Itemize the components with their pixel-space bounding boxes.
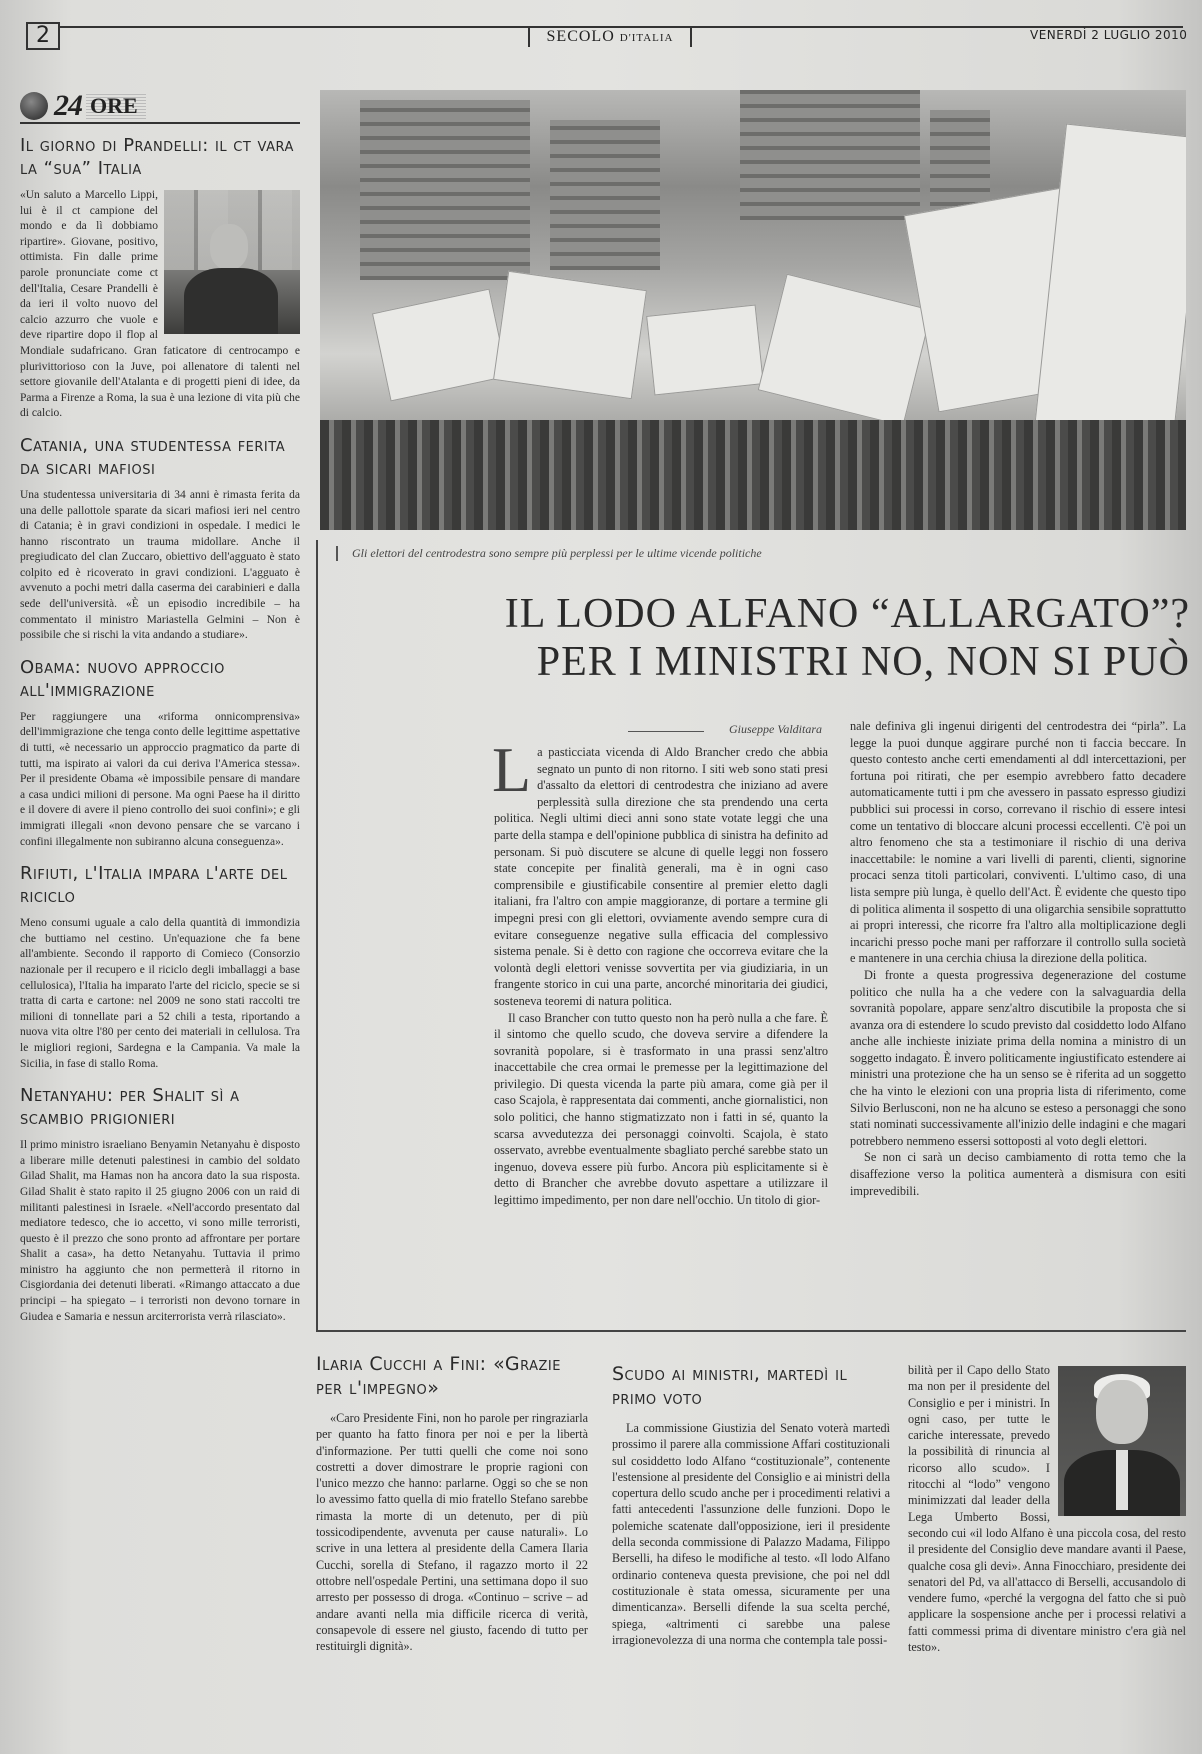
cucchi-body: «Caro Presidente Fini, non ho parole per ringraziarla per quanto ha fatto finora per noi e per la libertà d'informazione. Per tutti quelli che come noi sono costretti a dover dimostrare le proprie ragioni con l'unico mezzo che hanno: parlarne. Oggi so che se non lo avessimo fatto quella di mio fratello Stefano sarebbe rimasta la morte di un detenuto, per di più tossicodipendente, avvenuta per cause naturali». Lo scrive in una lettera al presidente della Camera Ilaria Cucchi, sorella di Stefano, il ragazzo morto il 22 ottobre nell'ospedale Pertini, una settimana dopo il suo arresto per possesso di droga. «Continuo – scrive – ad andare avanti nella mia difficile ricerca di verità, consapevole di essere nel giusto, facendo di tutto per restituirgli dignità». bbox=[316, 1411, 588, 1654]
masthead bbox=[528, 27, 692, 47]
brief-headline: Obama: nuovo approccio all'immigrazione bbox=[20, 656, 225, 701]
brief-body: Per raggiungere una «riforma onnicomprensiva» dell'immigrazione che tenga conto delle legittime aspettative di tutti, «è necessario un approccio pragmatico da parte di tutti, ma ispirato ai valori da cui deriva l'America stessa». Per il presidente Obama «è impossibile pensare di mandare a casa undici milioni di persone. Ma ogni Paese ha il diritto e il dovere di avere il pieno controllo dei suoi confini»; e gli immigrati illegali «non devono pensare che se varcano i confini illegalmente non subiranno alcuna conseguenza». bbox=[20, 710, 300, 848]
masthead-title: SECOLO bbox=[546, 28, 615, 45]
box-rule-horizontal bbox=[316, 1330, 1186, 1332]
box-rule-vertical bbox=[316, 540, 318, 1330]
scudo-headline: Scudo ai ministri, martedì il primo voto bbox=[612, 1363, 848, 1409]
article-paragraph: nale definiva gli ingenui dirigenti del centrodestra dei “pirla”. La legge la puoi dunque aggirare purché non ti faccia beccare. In questo contesto anche certi emendamenti al ddl intercettazioni, per fortuna poi ritirati, che per esempio avrebbero fatto decadere automaticamente tutti i pm che avessero in passato espresso giudizi pubblici sui processi in corso, correvano il rischio di essere intesi come un tentativo di bloccare alcuni processi eccellenti. C'è poi un altro fenomeno che sta a testimoniare il rischio di una deriva inaccettabile: le nomine a vari livelli di parenti, clienti, signorine procaci senza titoli particolari, conviventi. L'ultimo caso, di una lista sempre più lunga, è quello dell'Act. È evidente che questo tipo di politica alimenta il sospetto di una oligarchia sensibile soprattutto ai propri interessi, che ricorre fra l'altro alla moltiplicazione degli incarichi presso poche mani per rafforzare il controllo sulla società e mantenere in una cerchia chiusa la direzione della politica. bbox=[850, 719, 1186, 966]
main-headline bbox=[370, 590, 1190, 686]
brief-headline: Catania, una studentessa ferita da sicari mafiosi bbox=[20, 434, 286, 479]
news-briefs-column bbox=[20, 90, 300, 1337]
article-paragraph: Se non ci sarà un deciso cambiamento di rotta temo che la disaffezione verso la politica aumenterà a dismisura con esiti imprevedibili. bbox=[850, 1150, 1186, 1198]
brief-headline: Rifiuti, l'Italia impara l'arte del riciclo bbox=[20, 863, 288, 908]
cucchi-headline: Ilaria Cucchi a Fini: «Grazie per l'impegno» bbox=[316, 1353, 561, 1399]
berselli-photo bbox=[1058, 1366, 1186, 1516]
brief-body: Il primo ministro israeliano Benyamin Netanyahu è disposto a liberare mille detenuti palestinesi in cambio del soldato Gilad Shalit, ma Hamas non ha ancora dato la sua risposta. Gilad Shalit è stato rapito il 25 giugno 2006 con un raid di militanti palestinesi in Israele. «Nell'accordo presentato dal mediatore tedesco, che io accetto, vi sono mille terroristi, questo è il prezzo che sono pronto ad affrontare per portare Shalit a casa», ha detto Netanyahu. Tuttavia il primo ministro ha aggiunto che non permetterà il ritorno in Cisgiordania dei detenuti liberati. «Rimango attaccato a due principi – ha spiegato – i terroristi non devono tornare in Giudea e Samaria e nessun arciterrorista verrà rilasciato». bbox=[20, 1139, 300, 1323]
brief-headline: Netanyahu: per Shalit sì a scambio prigionieri bbox=[20, 1085, 240, 1130]
brief-body: «Un saluto a Marcello Lippi, lui è il ct campione del mondo e da lì dobbiamo ripartire». Giovane, positivo, ottimista. Fin dalle prime parole pronunciate come ct dell'Italia, Cesare Prandelli è da ieri il volto nuovo del calcio azzurro che vuole e deve ripartire dopo il flop al Mondiale sudafricano. Gran faticatore di centrocampo e plurivittorioso con la Juve, poi allenatore di talenti nel settore giovanile dell'Atalanta e di progetti pieni di idee, da Parma a Firenze a Roma, la sua è una lezione di vita più che di calcio. bbox=[20, 189, 300, 420]
headline-line-2: PER I MINISTRI NO, NON SI PUÒ bbox=[536, 639, 1190, 685]
scudo-article bbox=[612, 1362, 890, 1648]
logo-number: 24 bbox=[54, 89, 82, 122]
article-paragraph: Il caso Brancher con tutto questo non ha però nulla a che fare. È il sintomo che quello scudo, che doveva servire a difendere la sovranità popolare, si è trasformato in una prassi senz'altro inaccettabile che crea ormai le premesse per la legittimazione del privilegio. Di questa vicenda la parte più amara, come già per il caso Scajola, è rappresentata dai commenti, anche giornalistici, non solo politici, che hanno stigmatizzato non i fatti in sé, quanto la scarsa avvedutezza dei personaggi coinvolti. Scajola, è stato osservato, avrebbe eventualmente sbagliato perché sarebbe stato un ingenuo, doveva essere più furbo. Ancora più esplicitamente si è detto di Brancher che avrebbe dovuto aspettare a utilizzare il legittimo impedimento, per non dare nell'occhio. Un titolo di gior- bbox=[494, 1010, 828, 1208]
photo-caption: Gli elettori del centrodestra sono sempre più perplessi per le ultime vicende politiche bbox=[336, 546, 1176, 561]
section-logo bbox=[20, 90, 300, 124]
headline-line-1: IL LODO ALFANO “ALLARGATO”? bbox=[504, 591, 1190, 637]
page-number: 2 bbox=[26, 22, 60, 50]
scudo-article-continued bbox=[908, 1362, 1186, 1655]
logo-text: ORE bbox=[86, 93, 146, 119]
masthead-subtitle: D'ITALIA bbox=[619, 32, 674, 44]
prandelli-photo bbox=[164, 190, 300, 334]
main-article-col-2 bbox=[850, 718, 1186, 1199]
scudo-body-continued: bilità per il Capo dello Stato ma non per il presidente del Consiglio e per i ministri. In ogni caso, per tutte le cariche interessate, prevedo la possibilità di rinuncia al ricorso allo scudo». I ritocchi al “lodo” vengono minimizzati dal leader della Lega Umberto Bossi, secondo cui «il lodo Alfano è una piccola cosa, del resto il presidente del Consiglio deve mandare avanti il Paese, qualche cosa gli devi». Anna Finocchiaro, presidente dei senatori del Pd, va all'attacco di Berselli, accusandolo di vendere fumo, «perché la vergogna del fatto che si può applicare la sospensione anche per i processi relativi a fatti commessi prima di diventare ministro c'era già nel testo». bbox=[908, 1363, 1186, 1655]
article-paragraph: La pasticciata vicenda di Aldo Brancher credo che abbia segnato un punto di non ritorno. I siti web sono stati presi d'assalto da elettori di centrodestra che iniziano ad avere perplessità sulla direzione che sta prendendo una certa politica. Negli ultimi dieci anni sono state votate leggi che una parte della stampa e dell'opinione pubblica di sinistra ha definito ad personam. Si può discutere se alcune di quelle leggi non fossero state concepite per finalità generali, ma è in ogni caso comprensibile e giustificabile consentire al premier eletto dagli italiani, fra l'altro con ampie maggioranze, di portare a termine gli impegni presi con gli elettori, ovviamente avendo sempre cura di evitare conseguenze negative sulla efficacia del complessivo sistema penale. Si è detto con ragione che occorreva evitare che la volontà degli elettori venisse sovvertita per via giudiziaria, in un frangente storico in cui una parte, ancorché minoritaria dei giudici, sosteneva teoremi di natura politica. bbox=[492, 734, 828, 1008]
scudo-body: La commissione Giustizia del Senato voterà martedì prossimo il parere alla commissione Affari costituzionali sul cosiddetto lodo Alfano “costituzionale”, contenente l'estensione al presidente del Consiglio e ai ministri della copertura dello scudo anche per i procedimenti relativi a fatti antecedenti l'assunzione delle funzioni. Dopo le polemiche scatenate dall'opposizione, ieri il presidente della seconda commissione di Palazzo Madama, Filippo Berselli, ha difeso le modifiche al testo. «Il lodo Alfano ordinario conteneva questa previsione, che poi nel ddl costituzionale è stata omessa, sicuramente per una dimenticanza». Berselli difende la sua scelta perché, spiega, «altrimenti ci sarebbe una palese irragionevolezza di una norma che contempla tale possi- bbox=[612, 1421, 890, 1647]
byline: Giuseppe Valditara bbox=[729, 722, 822, 736]
cucchi-article bbox=[316, 1352, 588, 1654]
article-paragraph: Di fronte a questa progressiva degenerazione del costume politico che nulla ha a che vedere con la salvaguardia della sovranità popolare, appare senz'altro discutibile la proposta che si avanza ora di estendere lo scudo previsto dal cosiddetto lodo Alfano anche alle inchieste iniziate prima della nomina a ministro di un soggetto indagato. È invero politicamente ingiustificato estendere ai ministri una protezione che ha un senso se è riferita ad un soggetto che ha vinto le elezioni con una propria lista di riferimento, come Silvio Berlusconi, non ne ha alcuno se esteso a personaggi che sono stati nominati successivamente all'inizio delle indagini e che magari potrebbero nemmeno essersi sottoposti al voto degli elettori. bbox=[850, 967, 1186, 1148]
brief-body: Meno consumi uguale a calo della quantità di immondizia che buttiamo nel cestino. Un'equazione che fa bene all'ambiente. Secondo il rapporto di Comieco (Consorzio nazionale per il recupero e il riciclo degli imballaggi a base cellulosica), l'Italia ha imparato l'arte del riciclo, specie se si tratta di carta e cartone: nel 2009 ne sono stati raccolti tre milioni di tonnellate pari a 52 chili a testa, riportando a nuova vita oltre l'80 per cento dei materiali in cellulosa. Tra le migliori regioni, Sardegna e la Campania. Va male la Sicilia, in fase di stallo Roma. bbox=[20, 917, 300, 1070]
brief-body: Una studentessa universitaria di 34 anni è rimasta ferita da una delle pallottole sparate da sicari mafiosi ieri nel centro di Catania; è in gravi condizioni in ospedale. I medici le hanno riscontrato un trauma midollare. Anche il pregiudicato del clan Zuccaro, obiettivo dell'agguato è stato colpito ed è ricoverato in gravi condizioni. L'agguato è avvenuto a pochi metri dalla caserma dei carabinieri e dalla sede dell'università. «È un episodio incredibile – ha commentato il ministro Mariastella Gelmini – Non è possibile che si rischi la vita andando a studiare». bbox=[20, 488, 300, 642]
main-article-col-1 bbox=[492, 734, 828, 1209]
brief-headline: Il giorno di Prandelli: il ct vara la “sua” Italia bbox=[20, 135, 294, 179]
drop-cap: L bbox=[492, 734, 532, 805]
issue-date: VENERDÌ 2 LUGLIO 2010 bbox=[1030, 28, 1188, 42]
globe-icon bbox=[20, 92, 48, 120]
rally-photo bbox=[320, 90, 1186, 530]
